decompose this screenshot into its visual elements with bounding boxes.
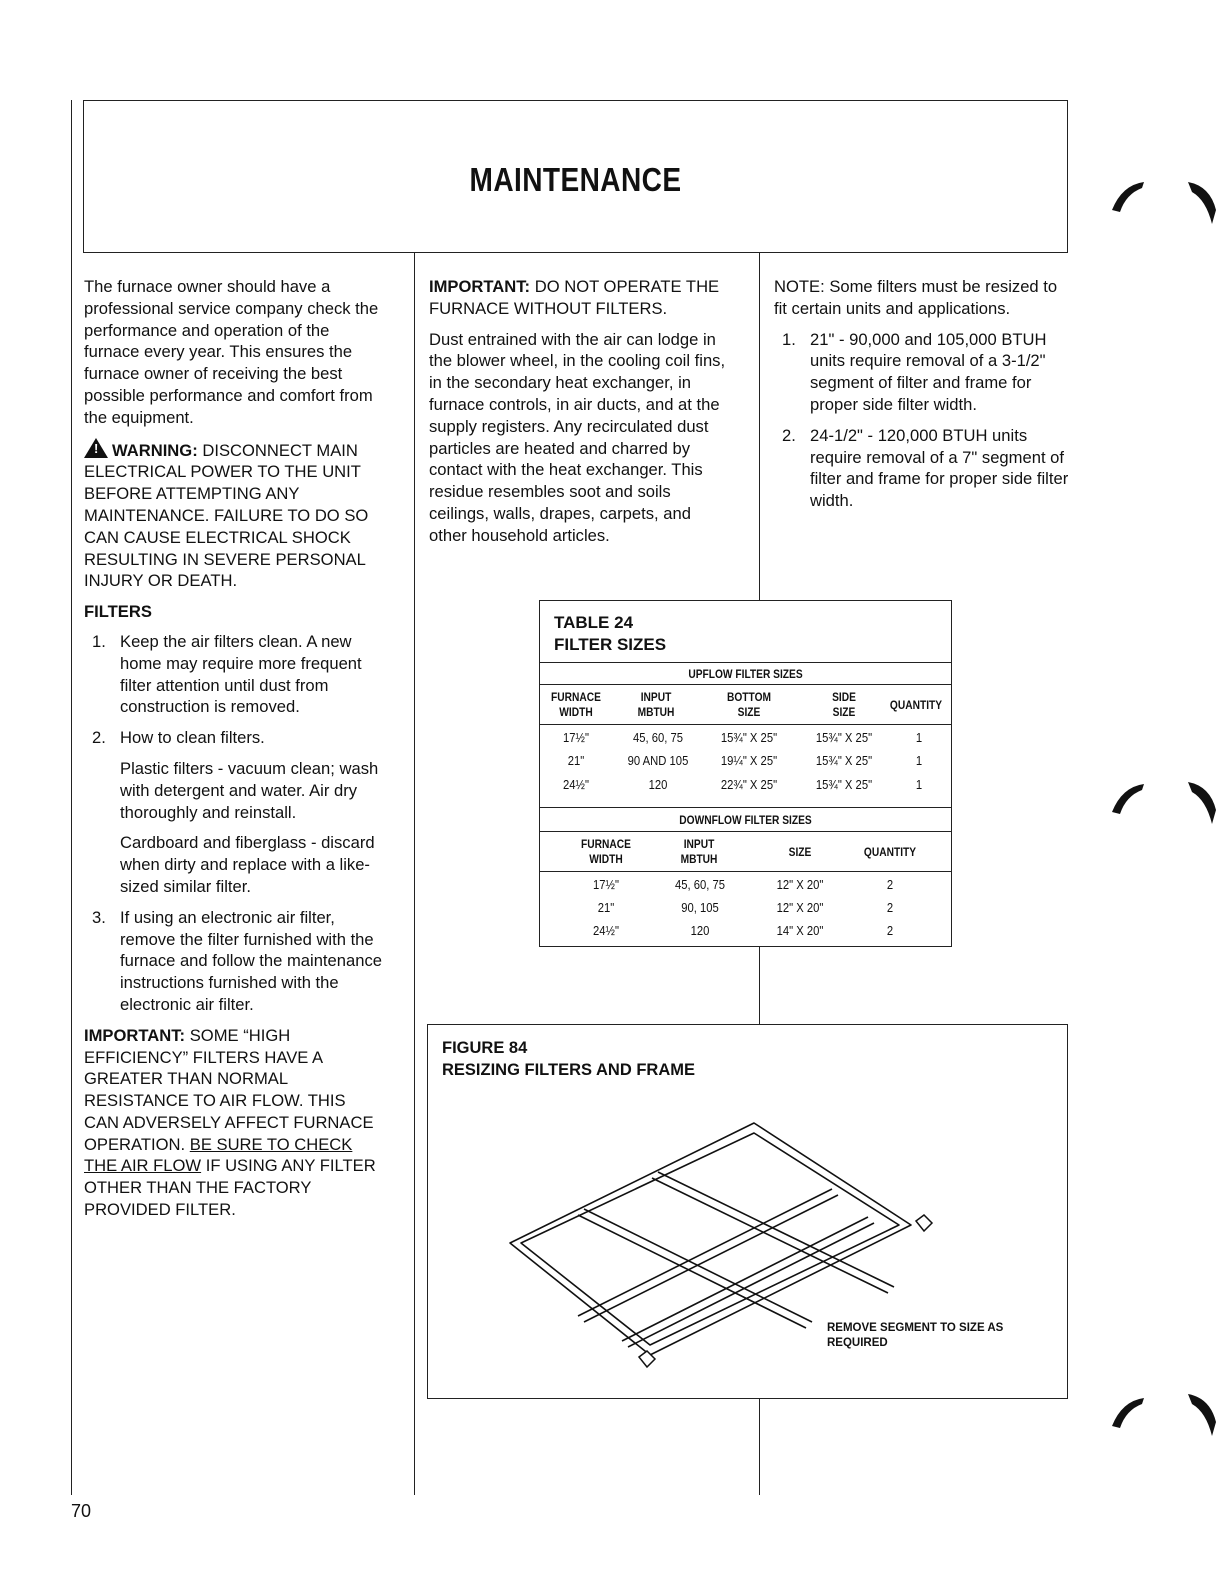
binder-mark-icon [1112,1398,1144,1428]
filters-list-continued [84,907,384,1016]
intro-paragraph: The furnace owner should have a professional service company check the performance and operation of the furnace every year. This ensures the furnace owner of receiving the best possible performance and comfort from the equipment. [84,277,379,427]
list-item: 1. 21" - 90,000 and 105,000 BTUH units require removal of a 3-1/2" segment of filter and frame for proper side filter width. [782,329,1047,414]
table-cell: 17½" [563,731,589,745]
important-no-filters: IMPORTANT: DO NOT OPERATE THE FURNACE WITHOUT FILTERS. [429,277,720,318]
cardboard-filters-text: Cardboard and fiberglass - discard when dirty and replace with a like-sized similar filter. [120,833,375,896]
col-header: BOTTOM SIZE [726,690,772,719]
important-label: IMPORTANT: [429,277,531,296]
important-label: IMPORTANT: [84,1025,186,1045]
table-cell: 12" X 20" [776,878,824,892]
warning-paragraph [84,438,384,593]
col-header: QUANTITY [889,698,943,712]
check-air-flow-text: BE SURE TO CHECK THE AIR FLOW [84,1134,353,1176]
table-title: FILTER SIZES [554,635,667,654]
col-header: INPUT MBTUH [680,837,718,866]
binder-mark-icon [1188,1394,1216,1436]
binder-mark-icon [1112,182,1144,212]
column-divider-1 [414,253,415,1495]
left-margin-rule [71,100,72,1495]
dust-paragraph: Dust entrained with the air can lodge in the blower wheel, in the cooling coil fins, in the secondary heat exchanger, in furnace controls, in air ducts, and at the supply registers. Any recirculated dust particles are heated and charred by contact with the heat exchanger. This residue resembles soot and soils ceilings, walls, drapes, carpets, and other household articles. [429,329,726,545]
upflow-title: UPFLOW FILTER SIZES [688,667,803,681]
col-header: FURNACE WIDTH [581,837,631,866]
warning-triangle-icon: ! [84,438,108,458]
binder-mark-icon [1112,784,1144,814]
downflow-title: DOWNFLOW FILTER SIZES [679,813,812,827]
table-cell: 90, 105 [681,901,719,915]
table-cell: 120 [648,778,668,792]
table-cell: 21" [597,901,615,915]
column-1 [84,276,384,1230]
table-cell: 19¼" X 25" [720,754,778,768]
col-header: SIDE SIZE [832,690,856,719]
warning-text: DISCONNECT MAIN ELECTRICAL POWER TO THE UNIT BEFORE ATTEMPTING ANY MAINTENANCE. FAILURE TO DO SO CAN CAUSE ELECTRICAL SHOCK RESULTING IN SEVERE PERSONAL INJURY OR DEATH. [84,440,369,591]
binder-mark-icon [1188,182,1216,224]
table-cell: 120 [690,924,710,938]
table-cell: 15¾" X 25" [815,754,873,768]
list-item: 2. 24-1/2" - 120,000 BTUH units require removal of a 7" segment of filter and frame for proper side filter width. [782,425,1069,511]
table-cell: 1 [915,731,923,745]
list-item: 3. If using an electronic air filter, remove the filter furnished with the furnace and follow the maintenance instructions furnished with the electronic air filter. [92,907,382,1014]
table-cell: 17½" [593,878,619,892]
figure-number: FIGURE 84 [442,1039,528,1057]
col-header: INPUT MBTUH [637,690,675,719]
figure-title: RESIZING FILTERS AND FRAME [442,1061,695,1079]
column-divider-2-mid [759,947,760,1024]
note-paragraph: NOTE: Some filters must be resized to fit certain units and applications. [774,277,1058,318]
table-cell: 24½" [563,778,589,792]
table-cell: 2 [886,901,894,915]
figure-note: REMOVE SEGMENT TO SIZE AS REQUIRED [827,1322,1004,1349]
list-item: 2. How to clean filters. [92,728,265,748]
table-cell: 1 [915,754,923,768]
filter-sizes-table [539,600,952,947]
table-cell: 90 AND 105 [627,754,689,768]
segment-marker-icon [916,1215,932,1231]
page-number: 70 [71,1501,92,1521]
table-cell: 12" X 20" [776,901,824,915]
important-paragraph: IMPORTANT: SOME “HIGH EFFICIENCY” FILTERS HAVE A GREATER THAN NORMAL RESISTANCE TO AIR FLOW. THIS CAN ADVERSELY AFFECT FURNACE OPERATION. BE SURE TO CHECK THE AIR FLOW IF USING ANY FILTER OTHER THAN THE FACTORY PROVIDED FILTER. [84,1025,376,1220]
table-cell: 15¾" X 25" [815,731,873,745]
table-cell: 45, 60, 75 [632,731,684,745]
table-cell: 1 [915,778,923,792]
table-cell: 22¾" X 25" [720,778,778,792]
table-cell: 14" X 20" [776,924,824,938]
table-cell: 2 [886,924,894,938]
col-header: QUANTITY [863,845,917,859]
warning-label: WARNING: [112,440,198,460]
table-cell: 15¾" X 25" [815,778,873,792]
table-cell: 24½" [593,924,619,938]
page-title: MAINTENANCE [469,161,682,198]
column-2 [429,276,729,556]
column-divider-2-lower [759,1399,760,1495]
list-item: 1. Keep the air filters clean. A new home may require more frequent filter attention until dust from construction is removed. [92,631,362,717]
column-divider-2-upper [759,253,760,600]
binder-hole-marks [1112,0,1222,1584]
filters-heading: FILTERS [84,602,152,622]
column-3 [774,276,1074,521]
table-cell: 45, 60, 75 [674,878,726,892]
plastic-filters-text: Plastic filters - vacuum clean; wash with detergent and water. Air dry thoroughly and reinstall. [120,758,379,822]
table-cell: 2 [886,878,894,892]
col-header: FURNACE WIDTH [551,690,601,719]
table-number: TABLE 24 [554,613,634,632]
title-box [83,100,1068,253]
binder-mark-icon [1188,782,1216,824]
table-cell: 21" [567,754,585,768]
table-cell: 15¾" X 25" [720,731,778,745]
resize-list [774,329,1074,512]
col-header: SIZE [788,845,812,859]
filters-list [84,631,384,749]
figure-84-box [427,1024,1068,1399]
